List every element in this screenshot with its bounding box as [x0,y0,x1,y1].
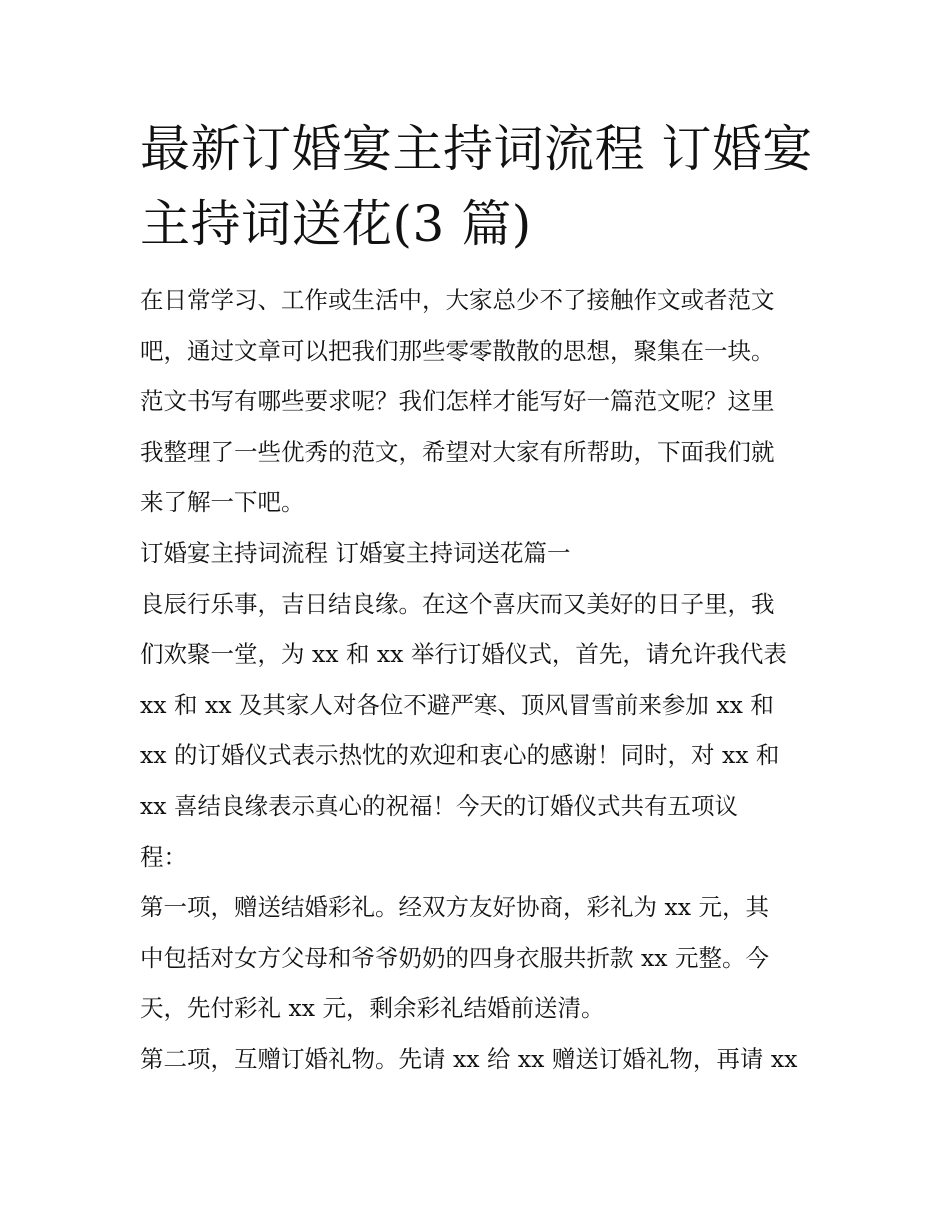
text-line: 我整理了一些优秀的范文，希望对大家有所帮助，下面我们就 [140,437,775,466]
text-line: 范文书写有哪些要求呢？我们怎样才能写好一篇范文呢？这里 [140,387,775,416]
text-line: 第二项，互赠订婚礼物。先请 xx 给 xx 赠送订婚礼物，再请 xx [140,1044,798,1073]
paragraph-opening [140,579,820,883]
text-line: xx 喜结良缘表示真心的祝福！今天的订婚仪式共有五项议 [140,791,738,820]
text-line: 天，先付彩礼 xx 元，剩余彩礼结婚前送清。 [140,994,605,1023]
text-line: 吧，通过文章可以把我们那些零零散散的思想，聚集在一块。 [140,336,775,365]
intro-paragraph [140,275,820,528]
title-line: 最新订婚宴主持词流程 订婚宴 [140,120,813,178]
document-title [140,112,820,262]
paragraph-item-one [140,882,820,1034]
document-body [140,275,820,1085]
paragraph-item-two [140,1034,820,1085]
text-line: 来了解一下吧。 [140,488,305,517]
text-line: 在日常学习、工作或生活中，大家总少不了接触作文或者范文 [140,286,775,314]
text-line: 程： [140,842,187,871]
text-line: 中包括对女方父母和爷爷奶奶的四身衣服共折款 xx 元整。今 [140,943,769,972]
text-line: xx 和 xx 及其家人对各位不避严寒、顶风冒雪前来参加 xx 和 [140,690,774,719]
text-line: 良辰行乐事，吉日结良缘。在这个喜庆而又美好的日子里，我 [140,589,775,618]
text-line: 们欢聚一堂，为 xx 和 xx 举行订婚仪式，首先，请允许我代表 [140,640,787,669]
title-line: 主持词送花(3 篇) [140,195,532,253]
section-heading: 订婚宴主持词流程 订婚宴主持词送花篇一 [140,538,571,567]
text-line: xx 的订婚仪式表示热忱的欢迎和衷心的感谢！同时，对 xx 和 [140,741,780,770]
text-line: 第一项，赠送结婚彩礼。经双方友好协商，彩礼为 xx 元，其 [140,893,769,922]
